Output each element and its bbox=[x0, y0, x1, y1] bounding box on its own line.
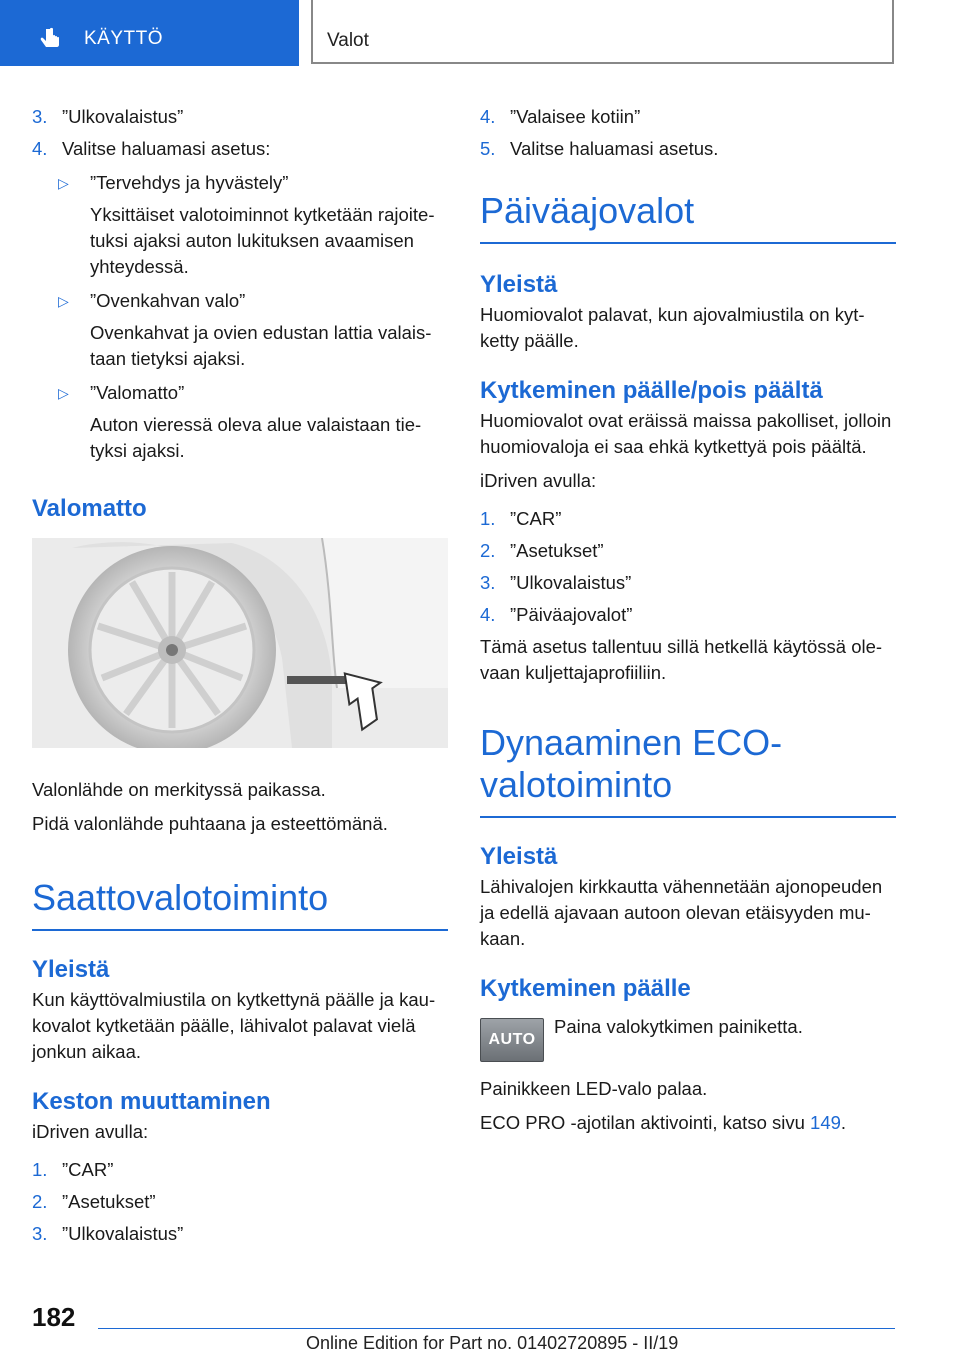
section-heading: Keston muuttaminen bbox=[32, 1088, 271, 1115]
section-heading: Yleistä bbox=[480, 843, 558, 870]
page-link[interactable]: 149 bbox=[810, 1112, 841, 1133]
chapter-title: Saattovalotoiminto bbox=[32, 877, 448, 931]
list-item: 1. ”CAR” bbox=[480, 508, 562, 529]
hand-pointer-icon bbox=[38, 26, 64, 52]
footer-divider bbox=[98, 1328, 895, 1329]
chapter-title: Päiväajovalot bbox=[480, 190, 896, 244]
list-item: 5. Valitse haluamasi asetus. bbox=[480, 138, 719, 159]
section-heading: Kytkeminen päälle bbox=[480, 975, 691, 1002]
paragraph: iDriven avulla: bbox=[32, 1121, 149, 1142]
list-item: 4. ”Päiväajovalot” bbox=[480, 604, 633, 625]
bullet-description: Yksittäiset valotoiminnot kytketään rajoitetuksi ajaksi auton lukituksen avaamisen yhteydessä. bbox=[90, 204, 435, 277]
chapter-title: Dynaaminen ECO- valotoiminto bbox=[480, 722, 896, 818]
bullet-item: ▷ ”Ovenkahvan valo” bbox=[32, 288, 448, 314]
section-tab-label: KÄYTTÖ bbox=[84, 28, 164, 49]
paragraph: Huomiovalot ovat eräissä maissa pakolliset, jolloin huomiovaloja ei saa ehkä kytkettyä pois päältä. bbox=[480, 410, 892, 457]
section-heading: Kytkeminen päälle/pois päältä bbox=[480, 377, 823, 404]
paragraph: Paina valokytkimen painiketta. bbox=[554, 1016, 803, 1037]
list-item: 3. ”Ulkovalaistus” bbox=[32, 1223, 184, 1244]
section-heading: Valomatto bbox=[32, 495, 147, 522]
list-item: 4. Valitse haluamasi asetus: bbox=[32, 138, 271, 159]
paragraph: Lähivalojen kirkkautta vähennetään ajonopeuden ja edellä ajavaan autoon olevan etäisyyden mukaan. bbox=[480, 876, 883, 949]
page-title: Valot bbox=[327, 30, 369, 51]
auto-button-icon: AUTO bbox=[480, 1018, 544, 1062]
list-item: 3. ”Ulkovalaistus” bbox=[480, 572, 632, 593]
paragraph: Valonlähde on merkityssä paikassa. bbox=[32, 779, 326, 800]
page-header bbox=[311, 0, 894, 64]
triangle-bullet-icon: ▷ bbox=[58, 293, 69, 309]
section-heading: Yleistä bbox=[32, 956, 110, 983]
bullet-item: ▷ ”Valomatto” bbox=[32, 380, 448, 406]
car-wheel-illustration bbox=[32, 538, 448, 748]
bullet-item: ▷ ”Tervehdys ja hyvästely” bbox=[32, 170, 448, 196]
paragraph: iDriven avulla: bbox=[480, 470, 597, 491]
triangle-bullet-icon: ▷ bbox=[58, 385, 69, 401]
list-item: 3. ”Ulkovalaistus” bbox=[32, 106, 184, 127]
list-item: 1. ”CAR” bbox=[32, 1159, 114, 1180]
bullet-description: Ovenkahvat ja ovien edustan lattia valaistaan tietyksi ajaksi. bbox=[90, 322, 432, 369]
paragraph: Kun käyttövalmiustila on kytkettynä päälle ja kaukovalot kytketään päälle, lähivalot palavat vielä jonkun aikaa. bbox=[32, 989, 436, 1062]
paragraph: ECO PRO -ajotilan aktivointi, katso sivu 149. bbox=[480, 1112, 847, 1133]
paragraph: Painikkeen LED-valo palaa. bbox=[480, 1078, 708, 1099]
auto-button-instruction bbox=[480, 1018, 896, 1062]
page-number: 182 bbox=[32, 1302, 76, 1332]
triangle-bullet-icon: ▷ bbox=[58, 175, 69, 191]
list-item: 4. ”Valaisee kotiin” bbox=[480, 106, 641, 127]
right-column bbox=[480, 104, 896, 1136]
left-column bbox=[32, 104, 448, 1253]
section-heading: Yleistä bbox=[480, 271, 558, 298]
list-item: 2. ”Asetukset” bbox=[480, 540, 604, 561]
section-tab bbox=[0, 0, 299, 66]
paragraph: Tämä asetus tallentuu sillä hetkellä käytössä olevaan kuljettajaprofiiliin. bbox=[480, 636, 883, 683]
bullet-description: Auton vieressä oleva alue valaistaan tietyksi ajaksi. bbox=[90, 414, 422, 461]
paragraph: Pidä valonlähde puhtaana ja esteettömänä. bbox=[32, 813, 388, 834]
list-item: 2. ”Asetukset” bbox=[32, 1191, 156, 1212]
edition-text: Online Edition for Part no. 01402720895 - II/19 bbox=[306, 1333, 679, 1353]
paragraph: Huomiovalot palavat, kun ajovalmiustila on kytketty päälle. bbox=[480, 304, 865, 351]
